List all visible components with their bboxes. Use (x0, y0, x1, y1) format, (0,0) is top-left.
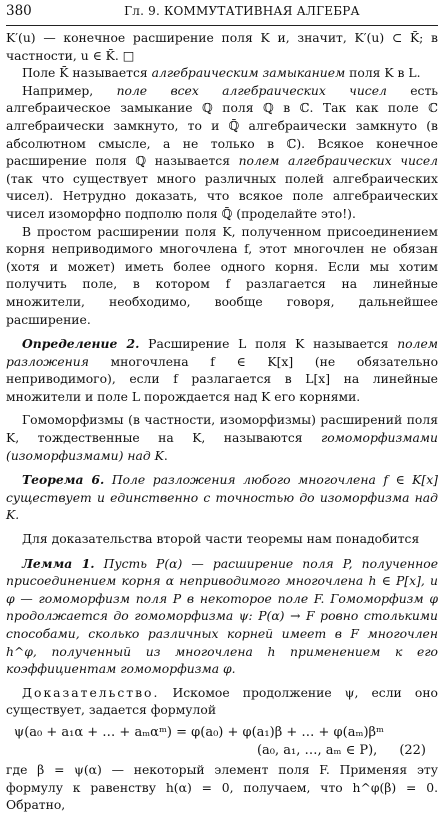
running-header (6, 3, 438, 25)
equation-number: (22) (399, 742, 426, 758)
header-rule (6, 25, 438, 26)
page-number: 380 (6, 3, 32, 19)
formula-22 (6, 724, 438, 760)
term-algebraic-closure: алгебраическим замыканием (151, 66, 346, 81)
lemma-label: Лемма 1. (22, 555, 95, 571)
paragraph-2: Поле K̄ называется алгебраическим замыканием поля K в L. (22, 66, 421, 81)
paragraph-5: Гомоморфизмы (в частности, изоморфизмы) расширений поля K, тождественные на K, называются гомоморфизмами (изоморфизмами) над K. (6, 413, 438, 463)
proof: Доказательство. Искомое продолжение ψ, если оно существует, задается формулой (6, 685, 438, 718)
paragraph-4: В простом расширении поля K, полученном присоединением корня неприводимого многочлена f, этот многочлен не обязан (хотя и может) иметь более одного корня. Если мы хотим получить поле, в котором f разлагается на линейные множители, необходимо, вообще говоря, дальнейшее расширение. (6, 224, 438, 327)
term-splitting-field: полем разложения (6, 337, 438, 369)
paragraph-7: где β = ψ(α) — некоторый элемент поля F. Применяя эту формулу к равенству h(α) = 0, получаем, что h^φ(β) = 0. Обратно, (6, 762, 438, 813)
formula-line-2: (a₀, a₁, …, aₘ ∈ P), (256, 742, 378, 758)
lemma-1 (6, 555, 438, 679)
theorem-label: Теорема 6. (22, 472, 105, 488)
lemma-statement: Пусть P(α) — расширение поля P, полученное присоединением корня α неприводимого многочлена h ∈ P[x], и φ — гомоморфизм поля P в некоторое поле F. Гомоморфизм φ продолжается до гомоморфизма ψ: P(α) → F ровно столькими способами, сколько различных корней имеет в F многочлен h^φ, полученный из многочлена h применением к его коэффициентам гомоморфизма φ. (6, 556, 439, 677)
term-number-field: полем алгебраических чисел (238, 154, 438, 169)
formula-line-1: ψ(a₀ + a₁α + … + aₘαᵐ) = φ(a₀) + φ(a₁)β + … + φ(aₘ)βᵐ (14, 724, 385, 740)
definition-2: Определение 2. Расширение L поля K называется полем разложения многочлена f ∈ K[x] (не обязательно неприводимого), если f разлагается в L[x] на линейные множители и поле L порождается над K его корнями. (6, 336, 438, 404)
definition-label: Определение 2. (22, 336, 140, 352)
theorem-statement: Поле разложения любого многочлена f ∈ K[x] существует и единственно с точностью до изоморфизма над K. (6, 473, 438, 523)
paragraph-3: Например, поле всех алгебраических чисел есть алгебраическое замыкание ℚ поля ℚ в ℂ. Так как поле ℂ алгебраически замкнуто, то и ℚ̄ алгебраически замкнуто (в абсолютном смысле, а не только в ℂ). Всякое конечное расширение поля ℚ называется полем алгебраических чисел (так что существует много различных полей алгебраических чисел). Нетрудно доказать, что всякое поле алгебраических чисел изоморфно подполю поля ℚ̄ (проделайте это!). (6, 83, 438, 221)
running-title: Гл. 9. КОММУТАТИВНАЯ АЛГЕБРА (124, 4, 360, 18)
term-algebraic-numbers: поле всех алгебраических чисел (116, 83, 387, 98)
paragraph-1: K′(u) — конечное расширение поля K и, значит, K′(u) ⊂ K̄; в частности, u ∈ K̄. □ (6, 31, 438, 63)
theorem-6 (6, 471, 438, 525)
term-homomorphisms-over-k: гомоморфизмами (изоморфизмами) над K (6, 431, 438, 463)
paragraph-6: Для доказательства второй части теоремы нам понадобится (22, 532, 420, 547)
proof-label: Доказательство. (22, 685, 160, 700)
